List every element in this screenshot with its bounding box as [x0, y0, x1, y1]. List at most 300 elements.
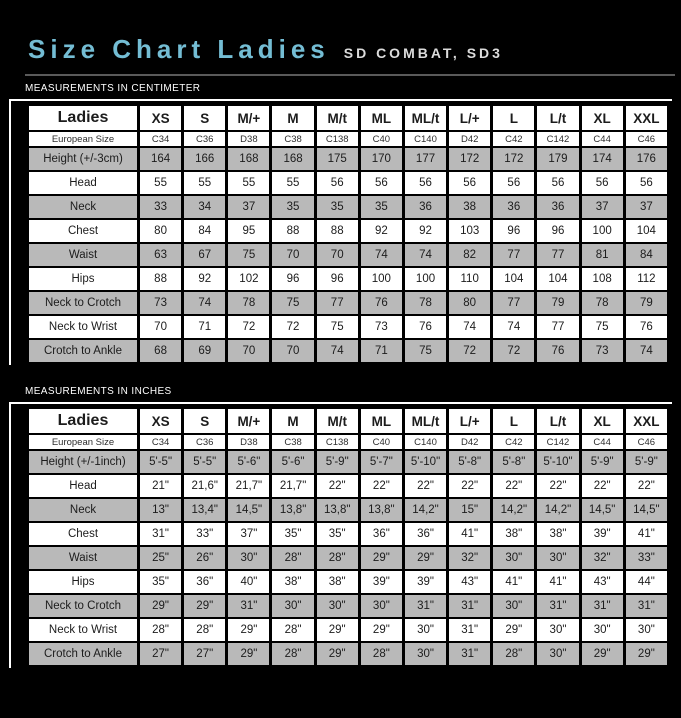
column-header: L — [493, 106, 534, 130]
size-value-cell: 166 — [184, 148, 225, 170]
size-value-cell: 72 — [449, 340, 490, 362]
size-value-cell: 179 — [537, 148, 578, 170]
size-value-cell: 76 — [537, 340, 578, 362]
column-header: S — [184, 106, 225, 130]
size-value-cell: 33" — [184, 523, 225, 545]
size-value-cell: 28" — [140, 619, 181, 641]
size-value-cell: 15" — [449, 499, 490, 521]
title-divider — [25, 74, 675, 76]
size-value-cell: 71 — [361, 340, 402, 362]
column-header: M/+ — [228, 409, 269, 433]
size-value-cell: 28" — [184, 619, 225, 641]
size-value-cell: 30" — [405, 619, 446, 641]
size-value-cell: 31" — [537, 595, 578, 617]
size-value-cell: C140 — [405, 132, 446, 146]
size-value-cell: 112 — [626, 268, 667, 290]
size-value-cell: 29" — [493, 619, 534, 641]
size-value-cell: 170 — [361, 148, 402, 170]
size-value-cell: D42 — [449, 132, 490, 146]
size-value-cell: 56 — [405, 172, 446, 194]
size-value-cell: 70 — [272, 244, 313, 266]
size-value-cell: 43" — [449, 571, 490, 593]
size-value-cell: 36" — [361, 523, 402, 545]
size-value-cell: 35 — [272, 196, 313, 218]
row-label: Neck to Crotch — [29, 292, 137, 314]
size-value-cell: 77 — [493, 244, 534, 266]
size-value-cell: 56 — [361, 172, 402, 194]
column-header: ML/t — [405, 409, 446, 433]
size-value-cell: 30" — [228, 547, 269, 569]
size-value-cell: 41" — [626, 523, 667, 545]
size-value-cell: D38 — [228, 132, 269, 146]
size-value-cell: 77 — [493, 292, 534, 314]
size-value-cell: 73 — [140, 292, 181, 314]
column-header: M/t — [317, 106, 358, 130]
size-value-cell: 38" — [493, 523, 534, 545]
size-value-cell: 55 — [272, 172, 313, 194]
size-value-cell: 22" — [405, 475, 446, 497]
size-value-cell: 14,2" — [405, 499, 446, 521]
table-row — [29, 451, 667, 473]
size-value-cell: 32" — [449, 547, 490, 569]
row-label: Head — [29, 172, 137, 194]
column-header: M/t — [317, 409, 358, 433]
table-header-row — [29, 409, 667, 433]
size-value-cell: 29" — [361, 547, 402, 569]
size-value-cell: 76 — [626, 316, 667, 338]
column-header: L/t — [537, 106, 578, 130]
column-header: M — [272, 409, 313, 433]
size-value-cell: 77 — [537, 316, 578, 338]
row-label: Chest — [29, 523, 137, 545]
size-value-cell: 104 — [537, 268, 578, 290]
size-value-cell: 38" — [537, 523, 578, 545]
size-value-cell: 30" — [361, 595, 402, 617]
table-row — [29, 172, 667, 194]
size-value-cell: 36 — [405, 196, 446, 218]
table-row — [29, 643, 667, 665]
size-value-cell: 75 — [272, 292, 313, 314]
size-value-cell: 21,6" — [184, 475, 225, 497]
size-value-cell: 96 — [537, 220, 578, 242]
row-label: Neck — [29, 196, 137, 218]
ladies-header: Ladies — [29, 106, 137, 130]
table-row — [29, 292, 667, 314]
size-value-cell: 28" — [272, 643, 313, 665]
inches-table-caption: MEASUREMENTS IN INCHES — [25, 386, 172, 397]
size-value-cell: 14,5" — [228, 499, 269, 521]
size-value-cell: 96 — [317, 268, 358, 290]
size-value-cell: C36 — [184, 132, 225, 146]
size-value-cell: 56 — [626, 172, 667, 194]
size-value-cell: 40" — [228, 571, 269, 593]
size-value-cell: 30" — [493, 595, 534, 617]
size-value-cell: 28" — [272, 547, 313, 569]
size-value-cell: 21" — [140, 475, 181, 497]
table-row — [29, 475, 667, 497]
size-value-cell: 75 — [317, 316, 358, 338]
size-value-cell: C44 — [582, 435, 623, 449]
size-value-cell: 67 — [184, 244, 225, 266]
row-label: Neck to Wrist — [29, 316, 137, 338]
size-value-cell: 74 — [449, 316, 490, 338]
size-value-cell: 38" — [272, 571, 313, 593]
size-value-cell: 5'-10" — [537, 451, 578, 473]
size-value-cell: 31" — [228, 595, 269, 617]
size-value-cell: 31" — [449, 619, 490, 641]
size-value-cell: 72 — [493, 340, 534, 362]
size-value-cell: 38" — [317, 571, 358, 593]
page-header — [0, 0, 681, 66]
column-header: L — [493, 409, 534, 433]
row-label: Waist — [29, 547, 137, 569]
size-value-cell: 29" — [582, 643, 623, 665]
size-value-cell: 68 — [140, 340, 181, 362]
size-value-cell: 79 — [537, 292, 578, 314]
size-value-cell: 55 — [184, 172, 225, 194]
size-value-cell: 28" — [361, 643, 402, 665]
row-label: Neck — [29, 499, 137, 521]
size-value-cell: C42 — [493, 435, 534, 449]
size-value-cell: 72 — [272, 316, 313, 338]
size-value-cell: 29" — [626, 643, 667, 665]
size-value-cell: 29" — [140, 595, 181, 617]
size-value-cell: 74 — [626, 340, 667, 362]
size-value-cell: 22" — [317, 475, 358, 497]
size-value-cell: 35" — [317, 523, 358, 545]
row-label: European Size — [29, 435, 137, 449]
size-value-cell: C138 — [317, 132, 358, 146]
table-row — [29, 148, 667, 170]
size-value-cell: 35" — [272, 523, 313, 545]
column-header: XL — [582, 106, 623, 130]
size-value-cell: 5'-6" — [272, 451, 313, 473]
size-value-cell: 30" — [317, 595, 358, 617]
size-value-cell: 5'-6" — [228, 451, 269, 473]
size-value-cell: 30" — [493, 547, 534, 569]
size-value-cell: 34 — [184, 196, 225, 218]
size-value-cell: 5'-8" — [493, 451, 534, 473]
size-value-cell: 29" — [228, 643, 269, 665]
size-value-cell: 30" — [405, 643, 446, 665]
size-value-cell: 92 — [361, 220, 402, 242]
size-value-cell: C38 — [272, 435, 313, 449]
size-value-cell: C40 — [361, 132, 402, 146]
size-value-cell: 82 — [449, 244, 490, 266]
column-header: XXL — [626, 409, 667, 433]
table-row — [29, 244, 667, 266]
ladies-header: Ladies — [29, 409, 137, 433]
size-value-cell: 22" — [449, 475, 490, 497]
size-value-cell: C34 — [140, 435, 181, 449]
size-value-cell: 172 — [449, 148, 490, 170]
size-value-cell: 29" — [317, 619, 358, 641]
size-value-cell: 29" — [228, 619, 269, 641]
size-value-cell: 84 — [184, 220, 225, 242]
size-value-cell: 55 — [228, 172, 269, 194]
size-value-cell: 22" — [493, 475, 534, 497]
size-value-cell: 72 — [228, 316, 269, 338]
size-value-cell: 63 — [140, 244, 181, 266]
size-value-cell: 81 — [582, 244, 623, 266]
size-value-cell: 30" — [626, 619, 667, 641]
size-value-cell: 92 — [405, 220, 446, 242]
size-value-cell: 22" — [582, 475, 623, 497]
column-header: L/+ — [449, 106, 490, 130]
size-value-cell: 37 — [626, 196, 667, 218]
size-value-cell: 5'-8" — [449, 451, 490, 473]
size-value-cell: 5'-5" — [184, 451, 225, 473]
size-value-cell: 41" — [493, 571, 534, 593]
cm-table-frame — [9, 99, 672, 365]
table-row — [29, 340, 667, 362]
size-value-cell: 37 — [582, 196, 623, 218]
size-value-cell: 27" — [184, 643, 225, 665]
size-value-cell: 22" — [537, 475, 578, 497]
size-value-cell: 22" — [626, 475, 667, 497]
size-value-cell: 75 — [228, 244, 269, 266]
size-value-cell: 176 — [626, 148, 667, 170]
size-value-cell: C142 — [537, 132, 578, 146]
row-label: Waist — [29, 244, 137, 266]
size-value-cell: C36 — [184, 435, 225, 449]
table-row — [29, 523, 667, 545]
size-value-cell: 29" — [361, 619, 402, 641]
size-value-cell: C46 — [626, 132, 667, 146]
size-value-cell: 75 — [405, 340, 446, 362]
row-label: Hips — [29, 268, 137, 290]
column-header: ML — [361, 409, 402, 433]
size-value-cell: C142 — [537, 435, 578, 449]
size-value-cell: 31" — [626, 595, 667, 617]
cm-table-caption: MEASUREMENTS IN CENTIMETER — [25, 83, 201, 94]
inches-table-frame — [9, 402, 672, 668]
table-row — [29, 435, 667, 449]
size-value-cell: 44" — [626, 571, 667, 593]
row-label: Neck to Wrist — [29, 619, 137, 641]
size-value-cell: 56 — [582, 172, 623, 194]
size-value-cell: C34 — [140, 132, 181, 146]
size-value-cell: 56 — [537, 172, 578, 194]
size-value-cell: 13,8" — [272, 499, 313, 521]
size-value-cell: 31" — [140, 523, 181, 545]
size-value-cell: 80 — [140, 220, 181, 242]
size-value-cell: C138 — [317, 435, 358, 449]
size-value-cell: 31" — [449, 643, 490, 665]
size-value-cell: 21,7" — [228, 475, 269, 497]
size-value-cell: 13,4" — [184, 499, 225, 521]
size-value-cell: 95 — [228, 220, 269, 242]
size-value-cell: 70 — [228, 340, 269, 362]
size-value-cell: 71 — [184, 316, 225, 338]
size-value-cell: 14,5" — [626, 499, 667, 521]
size-value-cell: 73 — [582, 340, 623, 362]
size-value-cell: 55 — [140, 172, 181, 194]
size-value-cell: 35 — [361, 196, 402, 218]
size-value-cell: 175 — [317, 148, 358, 170]
size-value-cell: 13" — [140, 499, 181, 521]
size-value-cell: 22" — [361, 475, 402, 497]
size-value-cell: 30" — [537, 619, 578, 641]
size-value-cell: 29" — [317, 643, 358, 665]
inches-size-table — [26, 407, 670, 667]
size-value-cell: 70 — [272, 340, 313, 362]
size-value-cell: 74 — [317, 340, 358, 362]
row-label: Height (+/-3cm) — [29, 148, 137, 170]
size-value-cell: 39" — [405, 571, 446, 593]
column-header: XXL — [626, 106, 667, 130]
size-value-cell: 73 — [361, 316, 402, 338]
size-value-cell: 56 — [449, 172, 490, 194]
size-value-cell: 74 — [184, 292, 225, 314]
size-value-cell: 100 — [582, 220, 623, 242]
size-value-cell: 174 — [582, 148, 623, 170]
size-value-cell: 79 — [626, 292, 667, 314]
size-value-cell: 76 — [361, 292, 402, 314]
row-label: Height (+/-1inch) — [29, 451, 137, 473]
size-value-cell: 96 — [272, 268, 313, 290]
size-value-cell: 88 — [140, 268, 181, 290]
size-value-cell: 35 — [317, 196, 358, 218]
column-header: XL — [582, 409, 623, 433]
size-value-cell: 14,5" — [582, 499, 623, 521]
size-value-cell: 5'-9" — [317, 451, 358, 473]
size-value-cell: 13,8" — [361, 499, 402, 521]
size-value-cell: 74 — [405, 244, 446, 266]
table-row — [29, 316, 667, 338]
size-value-cell: 103 — [449, 220, 490, 242]
size-value-cell: 70 — [317, 244, 358, 266]
size-value-cell: 13,8" — [317, 499, 358, 521]
size-value-cell: 14,2" — [537, 499, 578, 521]
table-row — [29, 196, 667, 218]
size-value-cell: 5'-5" — [140, 451, 181, 473]
cm-size-table — [26, 104, 670, 364]
page-subtitle: SD COMBAT, SD3 — [343, 45, 503, 61]
size-value-cell: 56 — [493, 172, 534, 194]
inches-table-section — [0, 386, 681, 668]
size-value-cell: 70 — [140, 316, 181, 338]
size-value-cell: 28" — [493, 643, 534, 665]
size-value-cell: 31" — [405, 595, 446, 617]
table-row — [29, 220, 667, 242]
size-value-cell: 39" — [361, 571, 402, 593]
size-value-cell: 56 — [317, 172, 358, 194]
size-value-cell: 77 — [537, 244, 578, 266]
size-value-cell: 92 — [184, 268, 225, 290]
size-value-cell: 104 — [493, 268, 534, 290]
size-value-cell: 168 — [228, 148, 269, 170]
column-header: M/+ — [228, 106, 269, 130]
size-value-cell: C46 — [626, 435, 667, 449]
column-header: S — [184, 409, 225, 433]
size-value-cell: C38 — [272, 132, 313, 146]
size-value-cell: 84 — [626, 244, 667, 266]
size-value-cell: 5'-9" — [626, 451, 667, 473]
table-header-row — [29, 106, 667, 130]
size-value-cell: 21,7" — [272, 475, 313, 497]
column-header: L/+ — [449, 409, 490, 433]
size-value-cell: 30" — [537, 643, 578, 665]
table-row — [29, 268, 667, 290]
row-label: Head — [29, 475, 137, 497]
size-value-cell: 78 — [405, 292, 446, 314]
size-value-cell: 28" — [272, 619, 313, 641]
size-value-cell: 39" — [582, 523, 623, 545]
size-value-cell: 75 — [582, 316, 623, 338]
size-value-cell: 43" — [582, 571, 623, 593]
size-value-cell: 30" — [537, 547, 578, 569]
column-header: L/t — [537, 409, 578, 433]
size-value-cell: 41" — [449, 523, 490, 545]
size-value-cell: 27" — [140, 643, 181, 665]
size-value-cell: C40 — [361, 435, 402, 449]
size-value-cell: 88 — [317, 220, 358, 242]
table-row — [29, 619, 667, 641]
size-value-cell: 36 — [493, 196, 534, 218]
size-value-cell: 96 — [493, 220, 534, 242]
page-title: Size Chart Ladies — [28, 34, 330, 64]
size-value-cell: 69 — [184, 340, 225, 362]
size-value-cell: 100 — [361, 268, 402, 290]
size-value-cell: 88 — [272, 220, 313, 242]
size-value-cell: 78 — [228, 292, 269, 314]
table-row — [29, 547, 667, 569]
table-row — [29, 132, 667, 146]
size-value-cell: 102 — [228, 268, 269, 290]
column-header: ML — [361, 106, 402, 130]
size-value-cell: 36 — [537, 196, 578, 218]
size-value-cell: 172 — [493, 148, 534, 170]
size-value-cell: 37 — [228, 196, 269, 218]
size-value-cell: 14,2" — [493, 499, 534, 521]
row-label: European Size — [29, 132, 137, 146]
size-value-cell: 35" — [140, 571, 181, 593]
size-value-cell: 100 — [405, 268, 446, 290]
size-value-cell: 29" — [184, 595, 225, 617]
row-label: Crotch to Ankle — [29, 643, 137, 665]
size-value-cell: 33 — [140, 196, 181, 218]
table-row — [29, 595, 667, 617]
size-value-cell: 26" — [184, 547, 225, 569]
size-value-cell: 30" — [582, 619, 623, 641]
centimeter-table-section — [0, 83, 681, 365]
size-value-cell: D42 — [449, 435, 490, 449]
size-value-cell: 80 — [449, 292, 490, 314]
size-value-cell: 177 — [405, 148, 446, 170]
size-value-cell: 164 — [140, 148, 181, 170]
column-header: XS — [140, 409, 181, 433]
row-label: Crotch to Ankle — [29, 340, 137, 362]
size-value-cell: 110 — [449, 268, 490, 290]
size-value-cell: 77 — [317, 292, 358, 314]
size-value-cell: 74 — [493, 316, 534, 338]
size-value-cell: 33" — [626, 547, 667, 569]
column-header: ML/t — [405, 106, 446, 130]
size-value-cell: 36" — [405, 523, 446, 545]
size-value-cell: 108 — [582, 268, 623, 290]
size-value-cell: 74 — [361, 244, 402, 266]
size-value-cell: 5'-9" — [582, 451, 623, 473]
size-value-cell: 38 — [449, 196, 490, 218]
row-label: Neck to Crotch — [29, 595, 137, 617]
size-value-cell: 76 — [405, 316, 446, 338]
size-value-cell: 31" — [582, 595, 623, 617]
size-value-cell: C42 — [493, 132, 534, 146]
size-value-cell: 104 — [626, 220, 667, 242]
table-row — [29, 571, 667, 593]
size-value-cell: 31" — [449, 595, 490, 617]
